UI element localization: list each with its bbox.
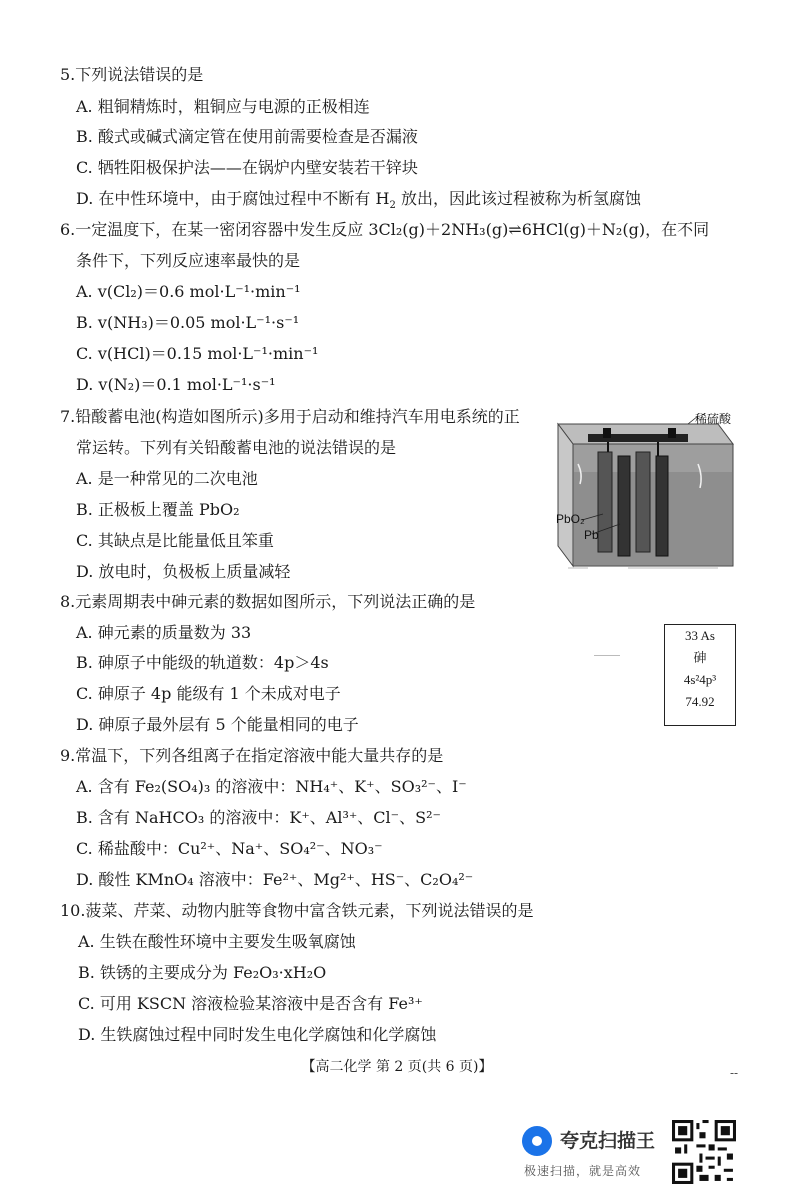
q6-option-d: D. v(N₂)＝0.1 mol·L⁻¹·s⁻¹ xyxy=(76,375,276,394)
arsenic-mass: 74.92 xyxy=(685,694,715,709)
q8-option-a: A. 砷元素的质量数为 33 xyxy=(76,623,252,642)
pbo2-label: PbO₂ xyxy=(556,512,585,526)
q6-stem-line1: 6.一定温度下，在某一密闭容器中发生反应 3Cl₂(g)＋2NH₃(g)⇌6HCl(g)＋N₂(g)，在不同 xyxy=(60,220,710,239)
lead-acid-battery-figure xyxy=(548,404,768,584)
q5-option-a: A. 粗铜精炼时，粗铜应与电源的正极相连 xyxy=(76,97,370,116)
arsenic-config: 4s²4p³ xyxy=(683,672,717,687)
q5-stem: 5.下列说法错误的是 xyxy=(60,65,204,84)
q7-stem-line1: 7.铅酸蓄电池(构造如图所示)多用于启动和维持汽车用电系统的正 xyxy=(60,407,520,426)
q9-option-c: C. 稀盐酸中：Cu²⁺、Na⁺、SO₄²⁻、NO₃⁻ xyxy=(76,839,383,858)
q9-option-a: A. 含有 Fe₂(SO₄)₃ 的溶液中：NH₄⁺、K⁺、SO₃²⁻、I⁻ xyxy=(76,777,467,796)
q5-option-c: C. 牺牲阳极保护法——在锅炉内壁安装若干锌块 xyxy=(76,158,418,177)
arsenic-number-symbol: 33 As xyxy=(685,628,715,643)
q7-stem-line2: 常运转。下列有关铅酸蓄电池的说法错误的是 xyxy=(76,438,397,457)
q8-stem: 8.元素周期表中砷元素的数据如图所示，下列说法正确的是 xyxy=(60,592,476,611)
q9-option-b: B. 含有 NaHCO₃ 的溶液中：K⁺、Al³⁺、Cl⁻、S²⁻ xyxy=(76,808,441,827)
q7-option-c: C. 其缺点是比能量低且笨重 xyxy=(76,531,274,550)
q6-stem-line2: 条件下，下列反应速率最快的是 xyxy=(76,251,301,270)
q5-option-d: D. 在中性环境中，由于腐蚀过程中不断有 $H_2$ 放出，因此该过程被称为析氢腐蚀 xyxy=(76,189,641,212)
pb-label: Pb xyxy=(584,528,599,542)
dilute-sulfuric-acid-label: 稀硫酸 xyxy=(695,412,732,426)
q6-option-b: B. v(NH₃)＝0.05 mol·L⁻¹·s⁻¹ xyxy=(76,313,300,332)
q6-option-a: A. v(Cl₂)＝0.6 mol·L⁻¹·min⁻¹ xyxy=(76,282,301,301)
quark-logo-icon xyxy=(522,1126,552,1156)
arsenic-name: 砷 xyxy=(693,650,707,665)
q10-option-c: C. 可用 KSCN 溶液检验某溶液中是否含有 Fe³⁺ xyxy=(78,994,423,1013)
q7-option-a: A. 是一种常见的二次电池 xyxy=(76,469,258,488)
page-footer: 【高二化学 第 2 页(共 6 页)】 xyxy=(301,1059,493,1075)
q10-option-d: D. 生铁腐蚀过程中同时发生电化学腐蚀和化学腐蚀 xyxy=(78,1025,437,1044)
scan-mark-line xyxy=(594,655,620,656)
scanner-slogan: 极速扫描，就是高效 xyxy=(524,1164,642,1178)
arsenic-element-card xyxy=(664,624,736,726)
q10-option-b: B. 铁锈的主要成分为 Fe₂O₃·xH₂O xyxy=(78,963,327,982)
q6-option-c: C. v(HCl)＝0.15 mol·L⁻¹·min⁻¹ xyxy=(76,344,319,363)
q8-option-d: D. 砷原子最外层有 5 个能量相同的电子 xyxy=(76,715,359,734)
q8-option-c: C. 砷原子 4p 能级有 1 个未成对电子 xyxy=(76,684,341,703)
scanner-app-name: 夸克扫描王 xyxy=(560,1130,656,1152)
qr-code-icon xyxy=(672,1120,736,1184)
corner-mark: -- xyxy=(730,1066,739,1080)
q7-option-d: D. 放电时，负极板上质量减轻 xyxy=(76,562,291,581)
q8-option-b: B. 砷原子中能级的轨道数：4p＞4s xyxy=(76,653,329,672)
q9-option-d: D. 酸性 KMnO₄ 溶液中：Fe²⁺、Mg²⁺、HS⁻、C₂O₄²⁻ xyxy=(76,870,474,889)
q10-stem: 10.菠菜、芹菜、动物内脏等食物中富含铁元素，下列说法错误的是 xyxy=(60,901,534,920)
q7-option-b: B. 正极板上覆盖 PbO₂ xyxy=(76,500,240,519)
q9-stem: 9.常温下，下列各组离子在指定溶液中能大量共存的是 xyxy=(60,746,444,765)
q10-option-a: A. 生铁在酸性环境中主要发生吸氧腐蚀 xyxy=(78,932,356,951)
q5-option-b: B. 酸式或碱式滴定管在使用前需要检查是否漏液 xyxy=(76,127,418,146)
